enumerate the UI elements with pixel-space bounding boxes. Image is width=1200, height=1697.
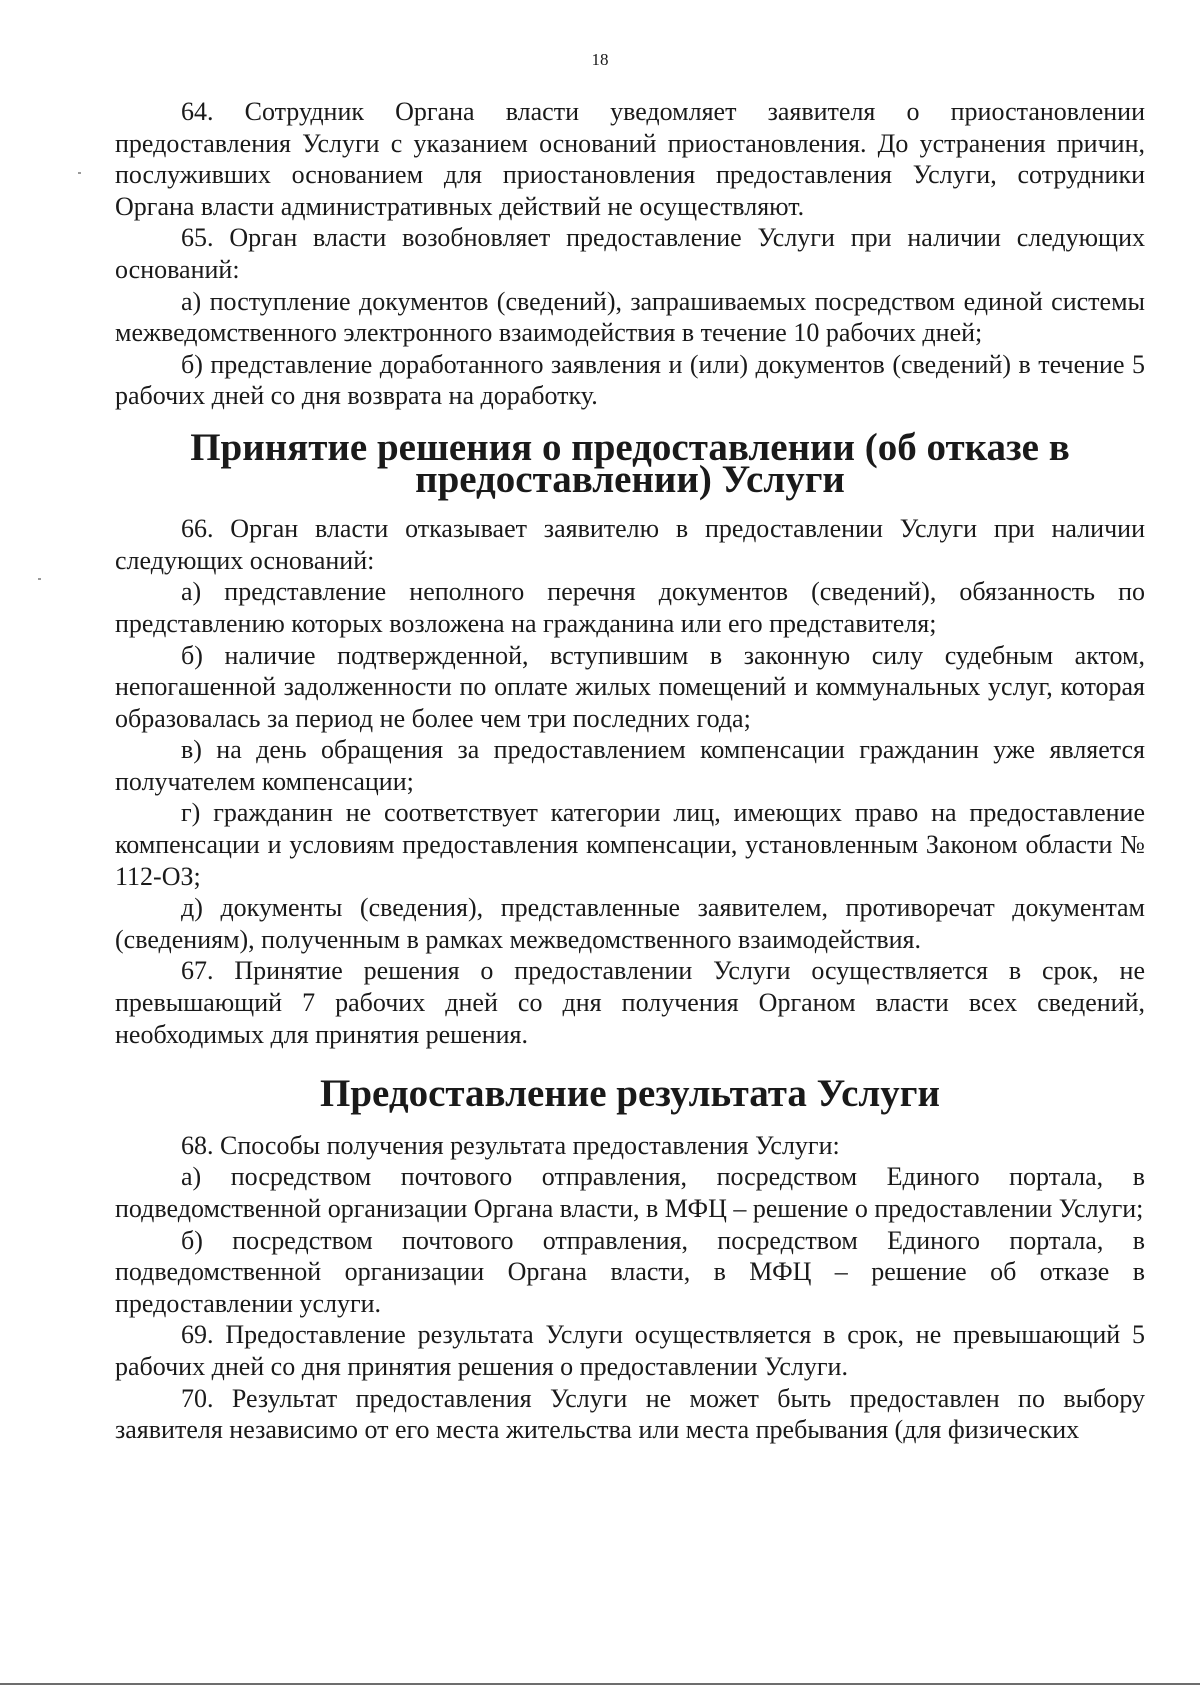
paragraph-66: 66. Орган власти отказывает заявителю в предоставлении Услуги при наличии следующих оснований: [115, 514, 1145, 575]
section-heading-result: Предоставление результата Услуги [320, 1072, 940, 1116]
paragraph-68-a: а) посредством почтового отправления, посредством Единого портала, в подведомственной организации Органа власти, в МФЦ – решение о предоставлении Услуги; [115, 1162, 1145, 1223]
section-heading-decision: Принятие решения о предоставлении (об отказе в предоставлении) Услуги [190, 425, 1070, 501]
paragraph-68: 68. Способы получения результата предоставления Услуги: [181, 1130, 840, 1160]
paragraph-68-b: б) посредством почтового отправления, посредством Единого портала, в подведомственной организации Органа власти, в МФЦ – решение об отказе в предоставлении услуги. [115, 1225, 1145, 1318]
paragraph-70: 70. Результат предоставления Услуги не может быть предоставлен по выбору заявителя независимо от его места жительства или места пребывания (для физических [115, 1383, 1145, 1445]
scan-bottom-edge [0, 1683, 1200, 1685]
document-body [115, 96, 1145, 1446]
paragraph-65-a: а) поступление документов (сведений), запрашиваемых посредством единой системы межведомственного электронного взаимодействия в течение 10 рабочих дней; [115, 286, 1145, 348]
paragraph-65: 65. Орган власти возобновляет предоставление Услуги при наличии следующих оснований: [115, 223, 1145, 284]
paragraph-64: 64. Сотрудник Органа власти уведомляет заявителя о приостановлении предоставления Услуги с указанием оснований приостановления. До устранения причин, послуживших основанием для приостановления предоставления Услуги, сотрудники Органа власти административных действий не осуществляют. [115, 97, 1145, 221]
paragraph-69: 69. Предоставление результата Услуги осуществляется в срок, не превышающий 5 рабочих дней со дня принятия решения о предоставлении Услуги. [115, 1320, 1145, 1381]
paragraph-65-b: б) представление доработанного заявления и (или) документов (сведений) в течение 5 рабочих дней со дня возврата на доработку. [115, 349, 1145, 411]
paragraph-66-b: б) наличие подтвержденной, вступившим в законную силу судебным актом, непогашенной задолженности по оплате жилых помещений и коммунальных услуг, которая образовалась за период не более чем три последних года; [115, 640, 1145, 733]
page-number: 18 [591, 50, 609, 69]
paragraph-67: 67. Принятие решения о предоставлении Услуги осуществляется в срок, не превышающий 7 рабочих дней со дня получения Органом власти всех сведений, необходимых для принятия решения. [115, 956, 1145, 1049]
paragraph-66-g: г) гражданин не соответствует категории лиц, имеющих право на предоставление компенсации и условиям предоставления компенсации, установленным Законом области № 112-ОЗ; [115, 798, 1145, 891]
paragraph-66-v: в) на день обращения за предоставлением компенсации гражданин уже является получателем компенсации; [115, 735, 1145, 796]
paragraph-66-d: д) документы (сведения), представленные заявителем, противоречат документам (сведениям), полученным в рамках межведомственного взаимодействия. [115, 893, 1145, 954]
scan-margin-mark [38, 578, 41, 580]
paragraph-66-a: а) представление неполного перечня документов (сведений), обязанность по представлению которых возложена на гражданина или его представителя; [115, 577, 1145, 638]
scan-margin-mark [78, 172, 81, 174]
